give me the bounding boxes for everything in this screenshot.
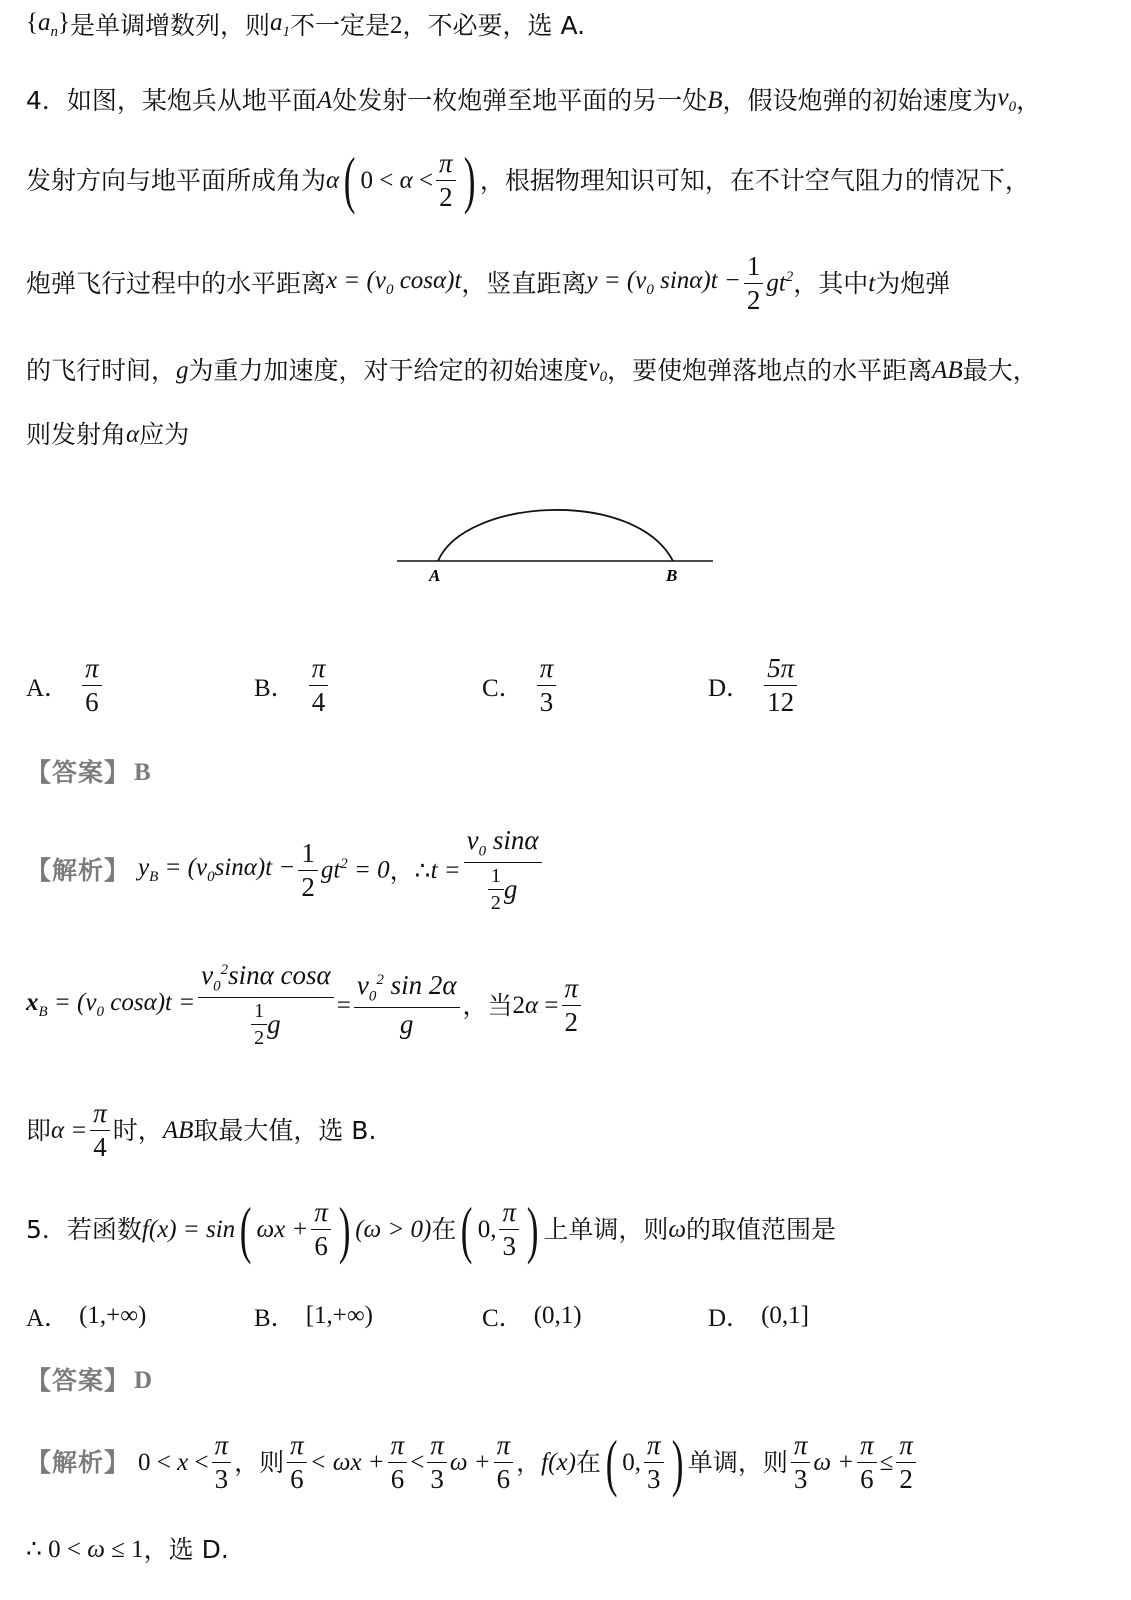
math-interval-start: 0, <box>477 1216 497 1243</box>
math-yb-eq: $y_B = (v_0\sin\alpha)t$ − <box>138 854 296 885</box>
q5-option-b[interactable]: B． [1,+∞) <box>254 1302 374 1332</box>
q5-s4: 单调，则 <box>687 1448 788 1477</box>
q4-text-2: ，假设炮弹的初始速度为 <box>722 85 998 115</box>
answer-value: B <box>134 759 151 786</box>
solution-3-b: 时， <box>112 1115 163 1145</box>
math-omega: ω <box>668 1216 686 1243</box>
math-frac-pi-4: $\frac{\pi}{4}$ <box>90 1100 110 1161</box>
header-two: 2 <box>390 11 403 39</box>
answer-tag: 【答案】 <box>26 1366 131 1395</box>
math-frac-xb-1: $v_0^2\sin\alpha$ cosα $\frac{1}{2}$ g <box>198 962 334 1048</box>
math-alpha: α <box>326 166 340 194</box>
math-ineq: 0 < α < <box>360 166 434 194</box>
q5-text-3: 的取值范围是 <box>685 1215 836 1244</box>
math-gt2: $gt^2$ <box>766 269 794 297</box>
math-gt2-eq0: $gt^2 = 0$ <box>320 856 390 884</box>
solution-3-c: 取最大值，选 B. <box>193 1115 377 1145</box>
q4-line4-text-a: 的飞行时间， <box>26 355 177 385</box>
math-set-an: $\{a_n\}$ <box>26 9 70 40</box>
math-frac-pi-6: $\frac{\pi}{6}$ <box>311 1199 331 1260</box>
q5-option-c[interactable]: C． (0,1) <box>482 1302 582 1332</box>
q4-line2-text-a: 发射方向与地平面所成角为 <box>26 165 327 195</box>
math-2alpha: 2α = <box>512 991 559 1019</box>
q4-number: 4．如图，某炮兵从地平面 <box>26 85 317 115</box>
q4-solution-1 <box>26 820 545 920</box>
q4-option-c[interactable]: C． $\frac{\pi}{3}$ <box>482 655 559 716</box>
math-v0: $v_0$ <box>997 84 1017 115</box>
answer-tag: 【答案】 <box>26 758 131 787</box>
math-frac-pi-2-b: $\frac{\pi}{2}$ <box>562 975 582 1036</box>
math-xb-eq: $x_B = (v_0$ cosα)t = <box>26 989 196 1020</box>
q4-line4-text-b: 为重力加速度，对于给定的初始速度 <box>188 355 589 385</box>
q5-solution-1: 【解析】 0 < x < $\frac{\pi}{3}$ ，则 $\frac{\pi}{6}$ < ωx + $\frac{\pi}{6}$ < $\frac{\pi}{3}$ ω + $\frac{\pi}{6}$ ， f(x) 在 ( 0, $\frac{\pi}{3}$ ) 单调，则 $\frac{\pi}{3}$ ω + $\frac{\pi}{6}$ ≤ $\frac{\pi}{2}$ <box>26 1425 919 1500</box>
math-g: g <box>176 356 189 384</box>
q4-answer <box>26 760 151 785</box>
figure-label-a: A <box>429 566 441 585</box>
header-text-2: 不一定是 <box>290 10 391 40</box>
math-paren-left: ( <box>343 144 356 215</box>
math-y-formula: $y = (v_0$ sinα)t − <box>586 267 741 298</box>
q4-option-b[interactable]: B． $\frac{\pi}{4}$ <box>254 655 331 716</box>
math-paren-right: ) <box>463 144 476 215</box>
q5-answer <box>26 1368 152 1393</box>
q5-s1: ，则 <box>234 1448 285 1477</box>
math-equals: = <box>336 991 351 1019</box>
math-v0-b: $v_0$ <box>588 354 608 385</box>
q4-line-3 <box>26 248 950 318</box>
solution-2-mid: ，当 <box>462 990 513 1020</box>
trajectory-arc <box>438 510 673 561</box>
math-frac-pi-2: $\frac{\pi}{2}$ <box>436 150 456 211</box>
header-text-1: 是单调增数列，则 <box>70 10 271 40</box>
q4-option-d[interactable]: D． $\frac{5\pi}{12}$ <box>708 655 800 716</box>
q4-line3-text-a: 炮弹飞行过程中的水平距离 <box>26 268 327 298</box>
q4-point-a: A <box>316 86 333 114</box>
q4-line-2 <box>26 145 1030 215</box>
q4-line-5 <box>26 422 189 447</box>
q4-text-3: ， <box>1016 85 1042 115</box>
q5-number: 5．若函数 <box>26 1215 142 1244</box>
q5-text-2: 上单调，则 <box>543 1215 669 1244</box>
q4-point-b: B <box>707 86 723 114</box>
q4-line-1 <box>26 85 1041 115</box>
q4-line-4 <box>26 355 1038 385</box>
q4-line4-text-d: 最大， <box>962 355 1038 385</box>
math-t-eq: t = <box>430 856 461 884</box>
q5-option-d[interactable]: D． (0,1] <box>708 1302 809 1332</box>
projectile-figure <box>395 493 715 588</box>
figure-label-b: B <box>666 566 678 585</box>
math-a1: $a_1$ <box>270 9 291 40</box>
q4-line5-text-b: 应为 <box>139 420 190 449</box>
q4-line3-text-d: 为炮弹 <box>875 268 951 298</box>
solution-3-a: 即 <box>26 1115 52 1145</box>
math-omega-pos: (ω > 0) <box>355 1216 432 1243</box>
math-fx: f(x) <box>541 1449 576 1476</box>
q5-final-text: ，选 D. <box>143 1535 229 1564</box>
math-alpha-eq: α = <box>51 1116 88 1144</box>
header-text-3: ，不必要，选 A. <box>402 10 586 40</box>
math-ab: AB <box>932 356 963 384</box>
q5-final <box>26 1537 229 1562</box>
q4-line3-text-c: ，其中 <box>793 268 869 298</box>
math-alpha-b: α <box>126 421 140 448</box>
math-frac-xb-2: $\frac{v_0^2 \sin 2\alpha}{g}$ <box>354 972 460 1038</box>
q5-s2: ， <box>516 1448 542 1477</box>
q5-option-a[interactable]: A． (1,+∞) <box>26 1302 147 1332</box>
math-range-x: 0 < x < <box>138 1449 209 1476</box>
analysis-tag: 【解析】 <box>26 1448 131 1477</box>
q4-text-1: 处发射一枚炮弹至地平面的另一处 <box>332 85 708 115</box>
answer-value: D <box>134 1367 153 1394</box>
q4-line3-text-b: ，竖直距离 <box>461 268 587 298</box>
math-x-formula: $x = (v_0$ cosα)t <box>326 267 462 298</box>
math-fx-sin: f(x) = sin <box>141 1216 236 1243</box>
header-line <box>26 10 585 40</box>
q4-line2-text-b: ，根据物理知识可知，在不计空气阻力的情况下， <box>479 165 1030 195</box>
math-frac-t: $v_0$ sinα $\frac{1}{2}$ g <box>464 827 542 913</box>
q4-option-a[interactable]: A． $\frac{\pi}{6}$ <box>26 655 105 716</box>
q5-line-1: 5．若函数 f(x) = sin ( ωx + $\frac{\pi}{6}$ ) (ω > 0) 在 ( 0, $\frac{\pi}{3}$ ) 上单调，则 ω 的取值范围是 <box>26 1193 836 1265</box>
q4-solution-3 <box>26 1095 376 1165</box>
math-frac-half: $\frac{1}{2}$ <box>744 253 764 314</box>
math-t: t <box>868 269 876 297</box>
math-omega-x: ωx + <box>256 1216 309 1243</box>
analysis-tag: 【解析】 <box>26 855 131 885</box>
q5-text-1: 在 <box>431 1215 457 1244</box>
math-frac-pi-3: $\frac{\pi}{3}$ <box>499 1199 519 1260</box>
q4-line5-text-a: 则发射角 <box>26 420 127 449</box>
solution-1-tail: ，∴ <box>389 855 431 885</box>
math-frac-half-2: $\frac{1}{2}$ <box>298 840 318 901</box>
math-ab-b: AB <box>162 1116 194 1144</box>
math-omega-range: ∴ 0 < ω ≤ 1 <box>26 1536 144 1563</box>
q4-line4-text-c: ，要使炮弹落地点的水平距离 <box>607 355 933 385</box>
q4-solution-2 <box>26 950 584 1060</box>
q5-s3: 在 <box>575 1448 601 1477</box>
math-range-omega-x: < ωx + <box>309 1449 385 1476</box>
